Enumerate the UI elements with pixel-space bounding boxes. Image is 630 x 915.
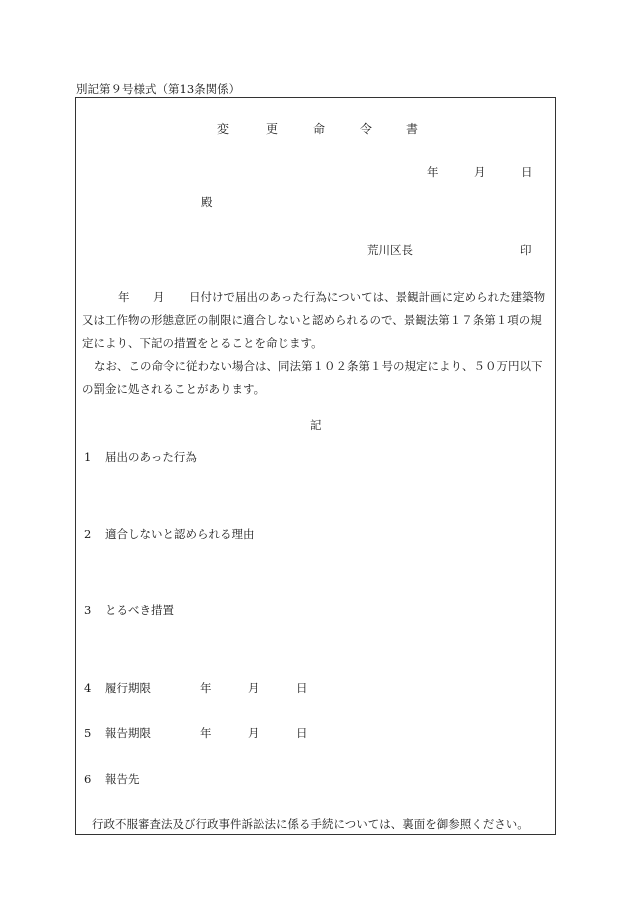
deadline-day: 日 xyxy=(296,681,308,695)
deadline-month: 月 xyxy=(248,681,260,695)
issuer-name: 荒川区長 xyxy=(367,243,413,257)
body-date-year: 年 xyxy=(118,290,130,304)
body-paragraph-1-line-2: 又は工作物の形態意匠の制限に適合しないと認められるので、景観法第１７条第１項の規 xyxy=(82,313,542,327)
date-year: 年 xyxy=(427,165,439,179)
report-deadline-month: 月 xyxy=(248,726,260,740)
item-number: 1 xyxy=(84,450,92,464)
item-number: 3 xyxy=(84,603,92,617)
item-label: 履行期限 xyxy=(105,681,151,695)
date-day: 日 xyxy=(521,165,533,179)
footer-note: 行政不服審査法及び行政事件訴訟法に係る手続については、裏面を御参照ください。 xyxy=(92,817,529,831)
title-char: 書 xyxy=(406,122,419,136)
date-month: 月 xyxy=(474,165,486,179)
body-date-month: 月 xyxy=(153,290,165,304)
title-char: 更 xyxy=(266,122,279,136)
item-label: 報告期限 xyxy=(105,726,151,740)
title-char: 命 xyxy=(313,122,326,136)
title-char: 令 xyxy=(360,122,373,136)
report-deadline-day: 日 xyxy=(296,726,308,740)
addressee-suffix: 殿 xyxy=(201,195,213,209)
body-paragraph-1-line-3: 定により、下記の措置をとることを命じます。 xyxy=(82,336,323,350)
body-paragraph-1-line-1: 日付けで届出のあった行為については、景観計画に定められた建築物 xyxy=(189,290,546,304)
item-number: 5 xyxy=(84,726,92,740)
item-label: 届出のあった行為 xyxy=(105,450,197,464)
form-label: 別記第９号様式（第13条関係） xyxy=(76,82,241,96)
body-paragraph-2-line-1: なお、この命令に従わない場合は、同法第１０２条第１号の規定により、５０万円以下 xyxy=(94,359,543,373)
title-char: 変 xyxy=(217,122,230,136)
item-label: とるべき措置 xyxy=(105,603,174,617)
item-number: 2 xyxy=(84,527,92,541)
report-deadline-year: 年 xyxy=(200,726,212,740)
item-label: 適合しないと認められる理由 xyxy=(105,527,255,541)
ki-heading: 記 xyxy=(310,418,322,432)
item-number: 4 xyxy=(84,681,92,695)
body-paragraph-2-line-2: の罰金に処されることがあります。 xyxy=(82,382,266,396)
issuer-seal: 印 xyxy=(520,243,532,257)
item-number: 6 xyxy=(84,772,92,786)
item-label: 報告先 xyxy=(105,772,140,786)
deadline-year: 年 xyxy=(200,681,212,695)
document-frame xyxy=(75,97,556,835)
